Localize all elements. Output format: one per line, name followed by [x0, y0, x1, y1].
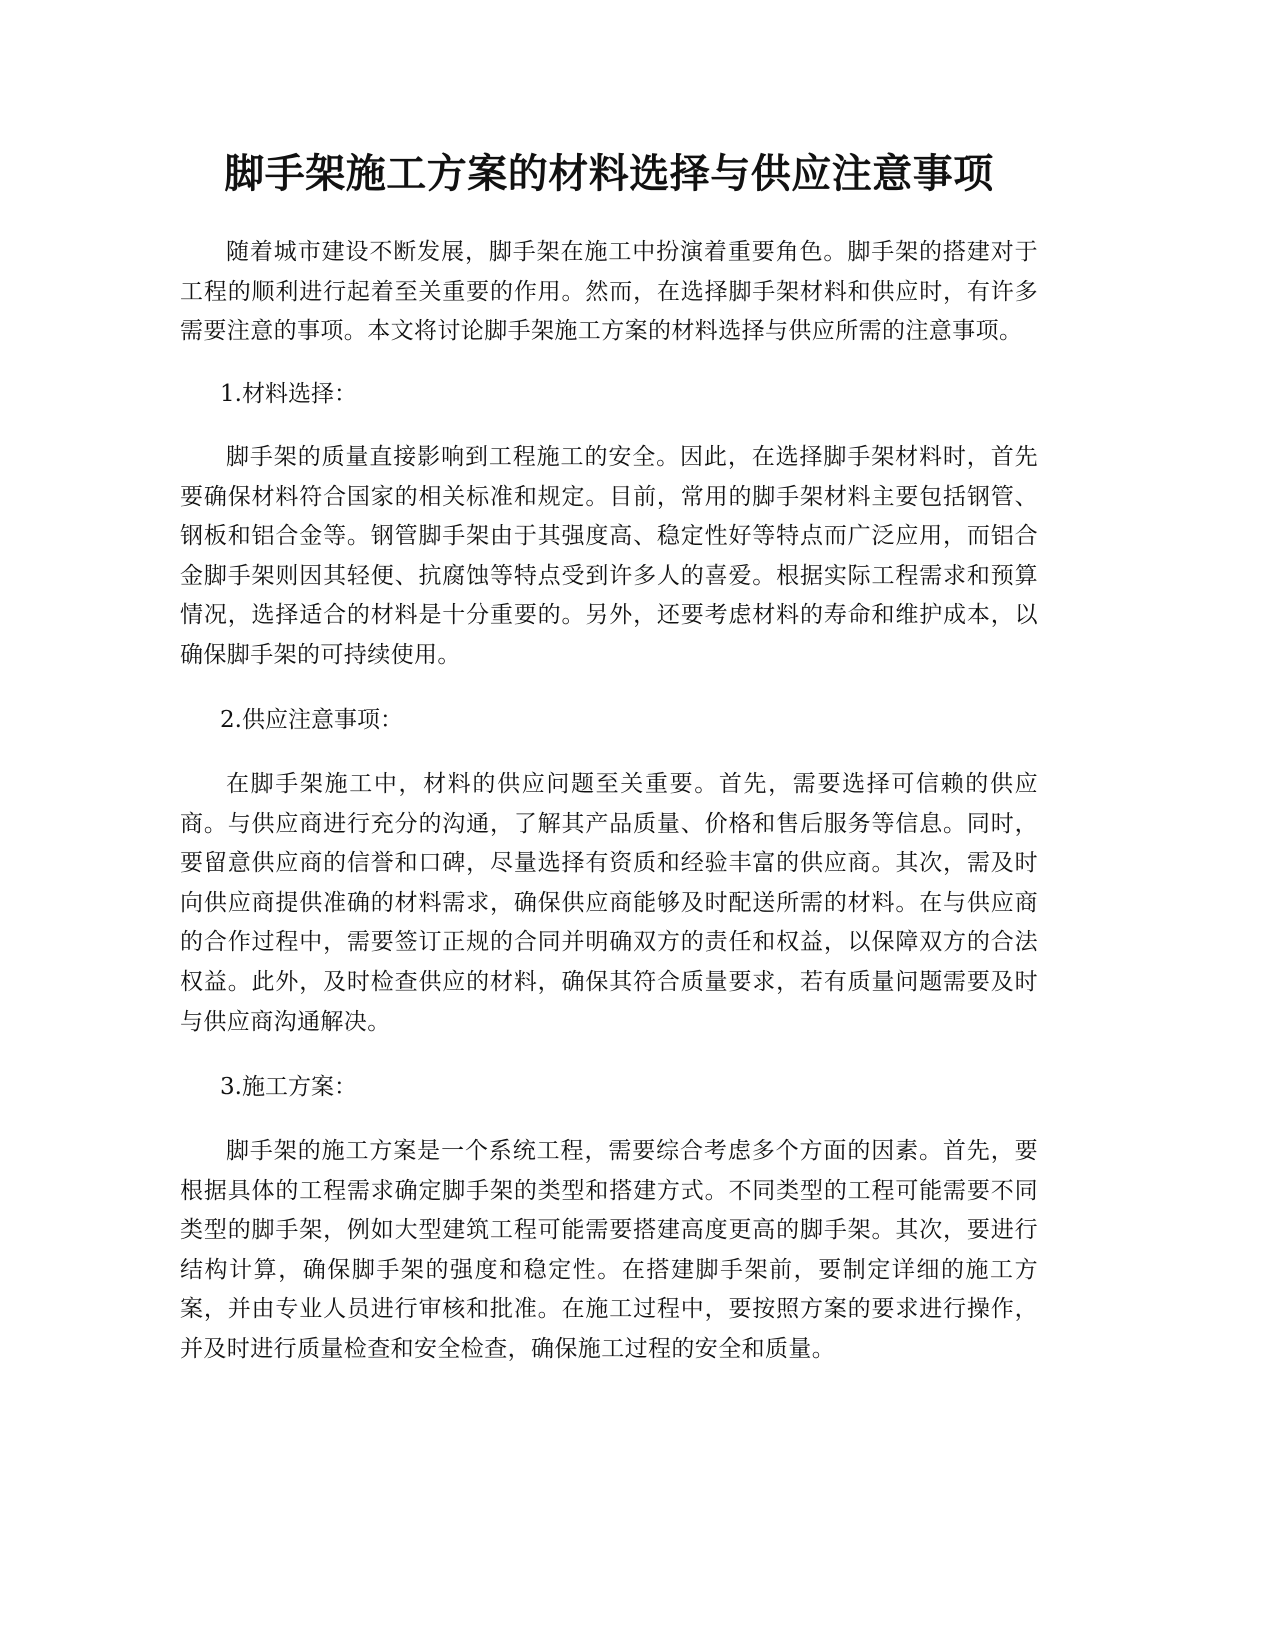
section-heading-construction-plan: 3.施工方案： — [220, 1074, 357, 1100]
intro-paragraph: 随着城市建设不断发展，脚手架在施工中扮演着重要角色。脚手架的搭建对于工程的顺利进行起着至关重要的作用。然而，在选择脚手架材料和供应时，有许多需要注意的事项。本文将讨论脚手架施工方案的材料选择与供应所需的注意事项。 — [180, 239, 1038, 345]
section-body-construction-plan: 脚手架的施工方案是一个系统工程，需要综合考虑多个方面的因素。首先，要根据具体的工程需求确定脚手架的类型和搭建方式。不同类型的工程可能需要不同类型的脚手架，例如大型建筑工程可能需要搭建高度更高的脚手架。其次，要进行结构计算，确保脚手架的强度和稳定性。在搭建脚手架前，要制定详细的施工方案，并由专业人员进行审核和批准。在施工过程中，要按照方案的要求进行操作，并及时进行质量检查和安全检查，确保施工过程的安全和质量。 — [180, 1138, 1038, 1362]
section-heading-materials: 1.材料选择： — [220, 381, 357, 407]
section-body-supply: 在脚手架施工中，材料的供应问题至关重要。首先，需要选择可信赖的供应商。与供应商进行充分的沟通，了解其产品质量、价格和售后服务等信息。同时，要留意供应商的信誉和口碑，尽量选择有资质和经验丰富的供应商。其次，需及时向供应商提供准确的材料需求，确保供应商能够及时配送所需的材料。在与供应商的合作过程中，需要签订正规的合同并明确双方的责任和权益，以保障双方的合法权益。此外，及时检查供应的材料，确保其符合质量要求，若有质量问题需要及时与供应商沟通解决。 — [180, 771, 1038, 1035]
document-title: 脚手架施工方案的材料选择与供应注意事项 — [224, 151, 994, 197]
section-body-materials: 脚手架的质量直接影响到工程施工的安全。因此，在选择脚手架材料时，首先要确保材料符合国家的相关标准和规定。目前，常用的脚手架材料主要包括钢管、钢板和铝合金等。钢管脚手架由于其强度高、稳定性好等特点而广泛应用，而铝合金脚手架则因其轻便、抗腐蚀等特点受到许多人的喜爱。根据实际工程需求和预算情况，选择适合的材料是十分重要的。另外，还要考虑材料的寿命和维护成本，以确保脚手架的可持续使用。 — [180, 444, 1038, 668]
section-heading-supply: 2.供应注意事项： — [220, 707, 403, 733]
